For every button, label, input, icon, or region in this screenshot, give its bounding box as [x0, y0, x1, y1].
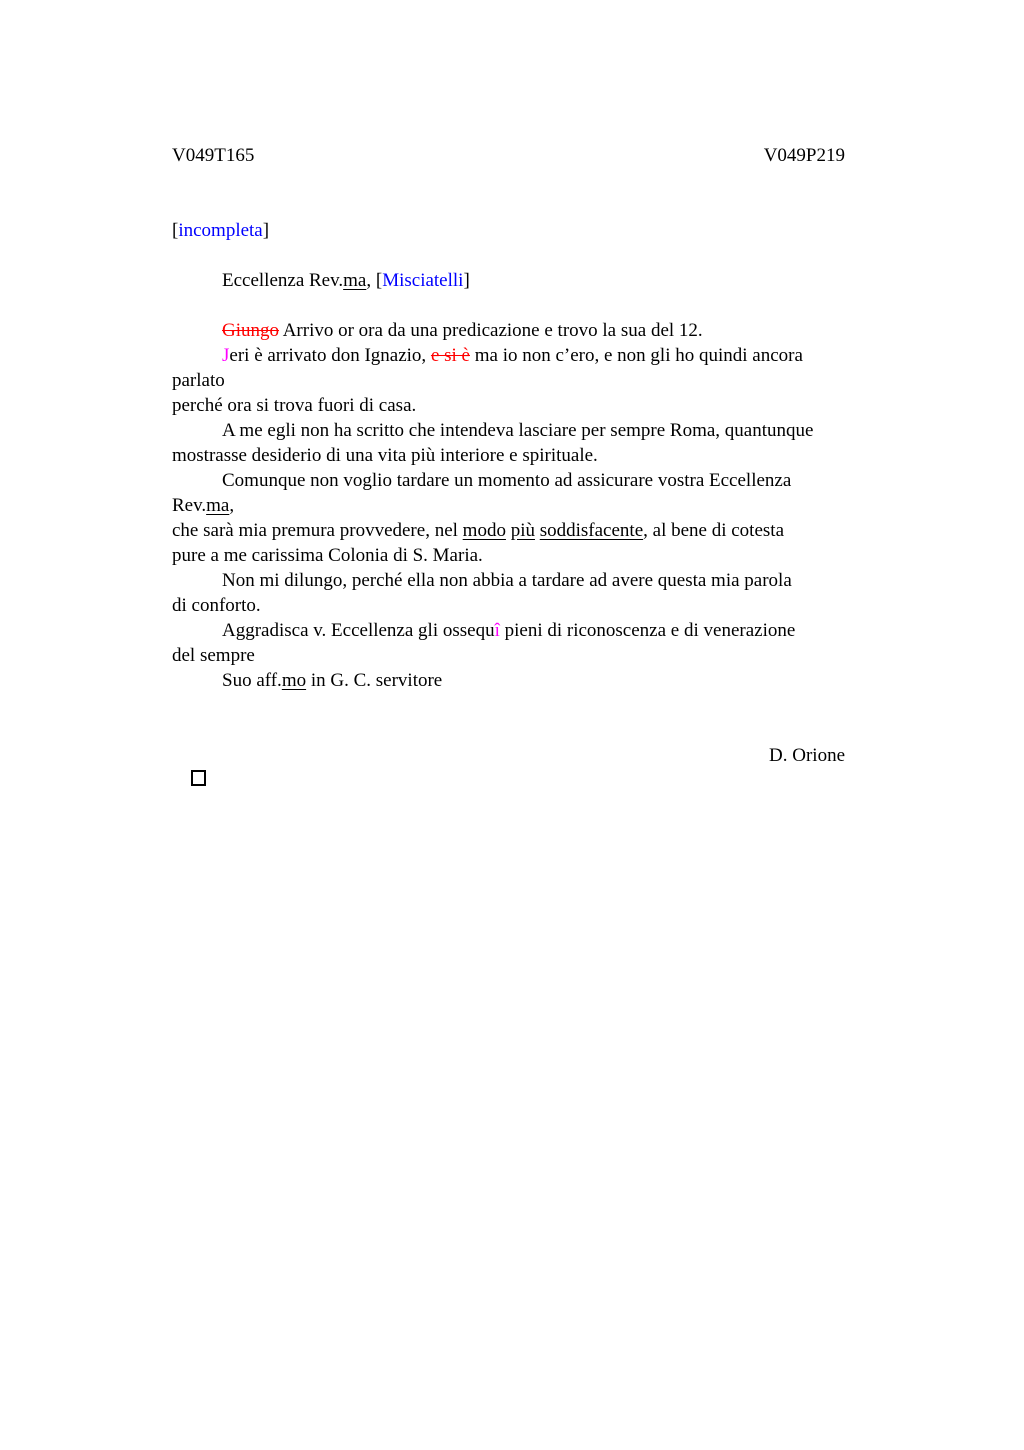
text-segment-plain: ]: [262, 220, 270, 241]
text-segment-underline: più: [510, 520, 535, 541]
text-segment-plain: Suo aff.: [222, 670, 282, 691]
text-segment-magenta: J: [222, 345, 230, 366]
document-header: [172, 143, 845, 168]
text-segment-underline: ma: [206, 495, 230, 516]
text-segment-red-strike: e si è: [430, 345, 470, 366]
text-line-9: [172, 468, 845, 493]
text-segment-plain: Non mi dilungo, perché ella non abbia a tardare ad avere questa mia parola: [222, 570, 792, 591]
text-segment-plain: Eccellenza Rev.: [222, 270, 344, 291]
text-segment-plain: Rev.: [172, 495, 207, 516]
text-segment-plain: del sempre: [172, 645, 255, 666]
text-segment-plain: in G. C. servitore: [306, 670, 443, 691]
text-segment-plain: [: [172, 220, 179, 241]
text-line-13: [172, 568, 845, 593]
text-segment-plain: , [: [366, 270, 383, 291]
text-segment-plain: Aggradisca v. Eccellenza gli ossequ: [222, 620, 495, 641]
text-segment-plain: , al bene di cotesta: [643, 520, 784, 541]
text-segment-underline: modo: [462, 520, 506, 541]
text-line-16: [172, 643, 845, 668]
text-segment-plain: Arrivo or ora da una predicazione e trovo la sua del 12.: [279, 320, 703, 341]
text-segment-plain: mostrasse desiderio di una vita più interiore e spirituale.: [172, 445, 598, 466]
text-segment-blue: Misciatelli: [382, 270, 464, 291]
text-line-4: [172, 343, 845, 368]
doc-code-right: V049P219: [763, 145, 845, 166]
text-segment-plain: ]: [463, 270, 470, 291]
text-line-5: [172, 368, 845, 393]
signature: D. Orione: [769, 745, 845, 766]
text-segment-plain: Comunque non voglio tardare un momento ad assicurare vostra Eccellenza: [222, 470, 792, 491]
signature-line: [172, 718, 845, 766]
text-line-8: [172, 443, 845, 468]
text-segment-underline: ma: [343, 270, 367, 291]
text-segment-plain: perché ora si trova fuori di casa.: [172, 395, 417, 416]
text-segment-plain: A me egli non ha scritto che intendeva lasciare per sempre Roma, quantunque: [222, 420, 814, 441]
text-segment-underline: soddisfacente: [539, 520, 644, 541]
text-segment-underline: mo: [281, 670, 307, 691]
text-line-17: [172, 668, 845, 693]
text-segment-plain: pieni di riconoscenza e di venerazione: [499, 620, 796, 641]
text-segment-plain: ma io non c’ero, e non gli ho quindi ancora: [469, 345, 803, 366]
document-page: [172, 143, 845, 768]
text-segment-blue: incompleta: [178, 220, 263, 241]
text-line-7: [172, 418, 845, 443]
text-segment-plain: di conforto.: [172, 595, 261, 616]
text-segment-magenta: î: [494, 620, 500, 641]
text-line-2: [172, 268, 845, 293]
text-segment-plain: pure a me carissima Colonia di S. Maria.: [172, 545, 483, 566]
text-line-10: [172, 493, 845, 518]
doc-code-left: V049T165: [172, 145, 255, 166]
text-segment-plain: eri è arrivato don Ignazio,: [229, 345, 431, 366]
text-segment-plain: ,: [229, 495, 235, 516]
text-line-1: [172, 218, 845, 243]
end-marker-square-icon: [191, 770, 206, 786]
text-line-11: [172, 518, 845, 543]
text-segment-plain: parlato: [172, 370, 225, 391]
text-line-14: [172, 593, 845, 618]
end-marker-line: [172, 743, 845, 768]
text-segment-plain: che sarà mia premura provvedere, nel: [172, 520, 463, 541]
text-line-15: [172, 618, 845, 643]
text-segment-red-strike: Giungo: [222, 320, 279, 341]
text-line-3: [172, 318, 845, 343]
text-line-6: [172, 393, 845, 418]
document-body: [172, 218, 845, 693]
text-line-12: [172, 543, 845, 568]
